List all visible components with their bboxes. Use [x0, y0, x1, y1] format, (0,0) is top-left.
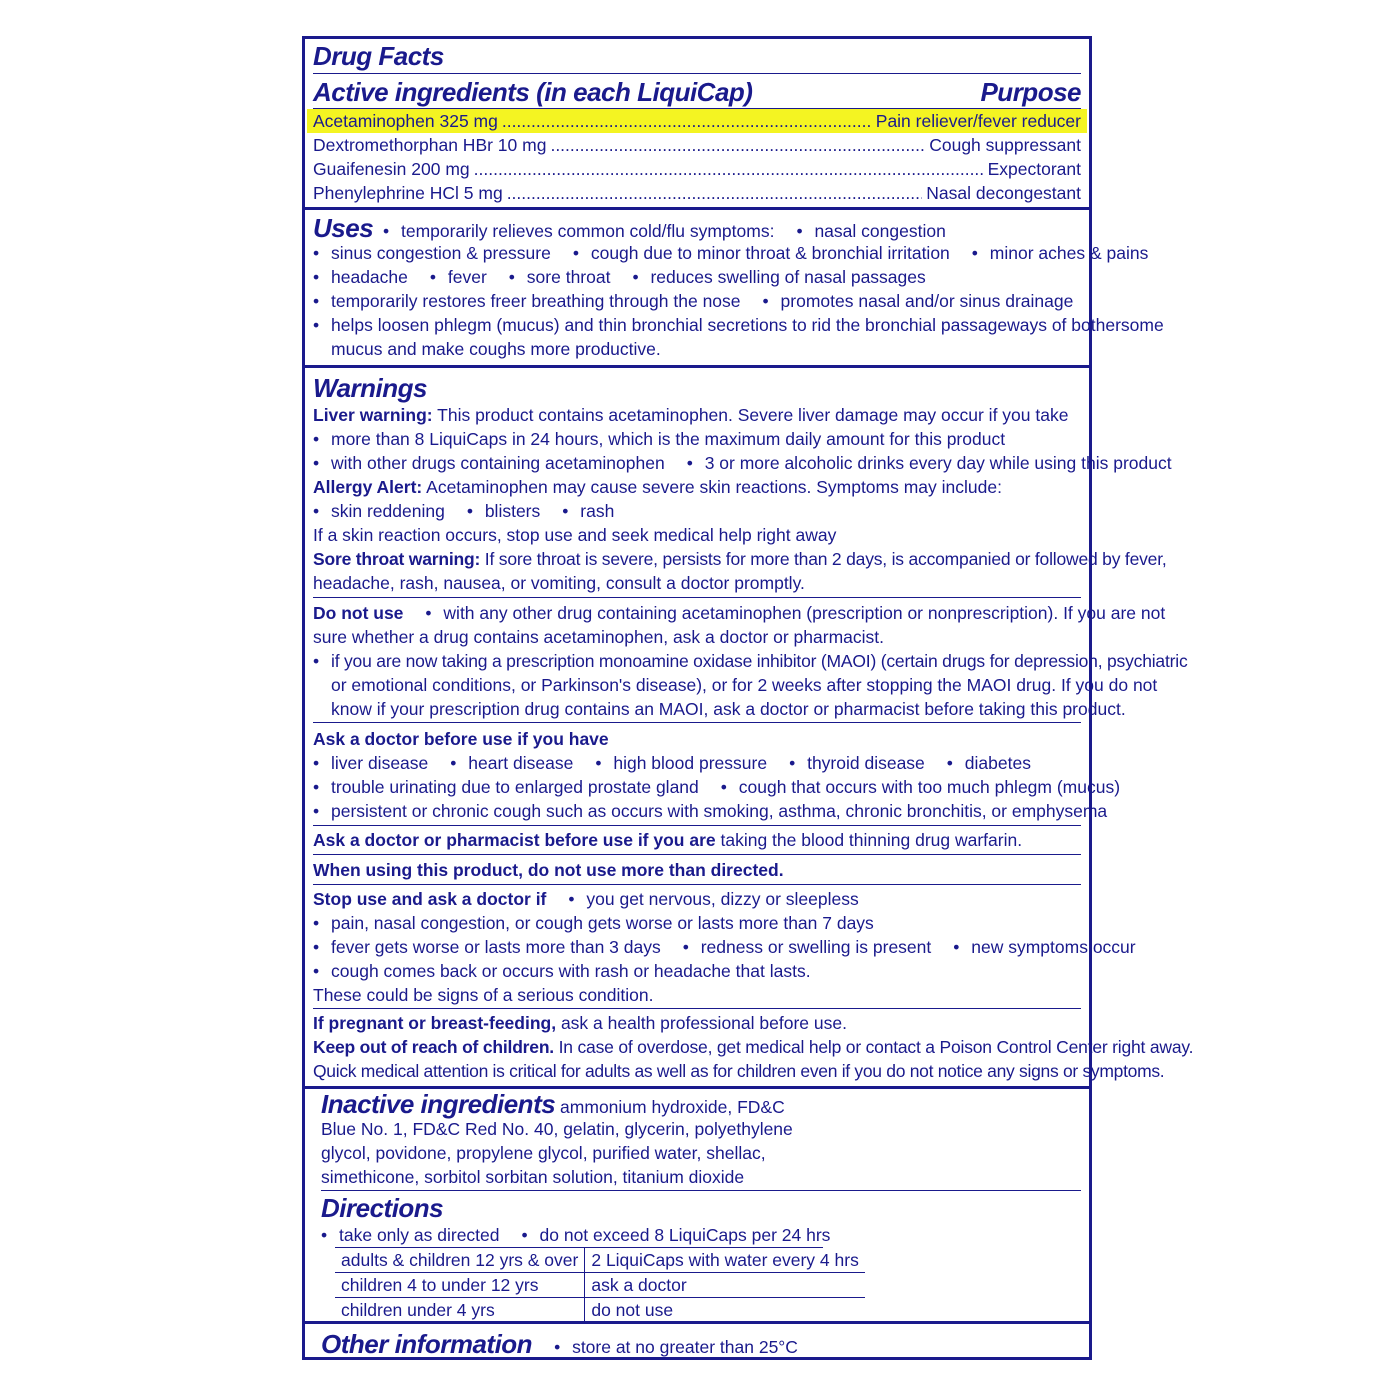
uses-item: nasal congestion	[814, 221, 946, 241]
divider	[313, 722, 1081, 723]
allergy-alert-label: Allergy Alert:	[313, 477, 423, 497]
uses-line-6: mucus and make coughs more productive.	[331, 339, 661, 359]
divider	[313, 884, 1081, 885]
bullet-text: fever gets worse or lasts more than 3 days	[331, 937, 661, 957]
keep-out-of-reach-2: Quick medical attention is critical for adults as well as for children even if you do not notice any signs or symptoms.	[313, 1061, 1165, 1081]
pregnant-text: ask a health professional before use.	[556, 1013, 847, 1033]
uses-item: headache	[331, 267, 408, 287]
stop-use-3: • fever gets worse or lasts more than 3 days • redness or swelling is present • new symptoms occur	[313, 937, 1136, 957]
divider	[313, 1008, 1081, 1009]
pregnant-label: If pregnant or breast-feeding,	[313, 1013, 557, 1033]
uses-item: helps loosen phlegm (mucus) and thin bronchial secretions to rid the bronchial passageways of bothersome	[331, 315, 1164, 335]
bullet-text: blisters	[484, 501, 541, 521]
ask-doctor-bullets-1: • liver disease • heart disease • high blood pressure • thyroid disease • diabetes	[313, 753, 1031, 773]
active-ingredients-header	[313, 77, 1081, 107]
directions-heading: Directions	[321, 1193, 444, 1223]
section-divider	[305, 365, 1089, 368]
do-not-use-label: Do not use	[313, 603, 404, 623]
leader-dots	[502, 109, 872, 133]
uses-item: sore throat	[526, 267, 611, 287]
bullet-text: do not exceed 8 LiquiCaps per 24 hrs	[539, 1225, 831, 1245]
leader-dots	[507, 181, 923, 205]
dose-cell: ask a doctor	[585, 1273, 865, 1298]
divider	[313, 73, 1081, 74]
directions-table	[335, 1248, 865, 1322]
when-using: When using this product, do not use more than directed.	[313, 860, 784, 880]
bullet-text: cough that occurs with too much phlegm (mucus)	[738, 777, 1121, 797]
uses-line-1: Uses • temporarily relieves common cold/flu symptoms: • nasal congestion	[313, 213, 946, 243]
uses-line-5: • helps loosen phlegm (mucus) and thin bronchial secretions to rid the bronchial passageways of bothersome	[313, 315, 1164, 335]
divider	[313, 825, 1081, 826]
directions-bullets: • take only as directed • do not exceed 8 LiquiCaps per 24 hrs	[321, 1225, 831, 1245]
liver-warning	[313, 403, 1081, 427]
inactive-line-1	[321, 1089, 1081, 1119]
stop-use-label: Stop use and ask a doctor if	[313, 889, 547, 909]
keep-out-text: In case of overdose, get medical help or contact a Poison Control Center right away.	[553, 1037, 1194, 1057]
stop-use-after: These could be signs of a serious condition.	[313, 985, 654, 1005]
ingredient-row-phenylephrine	[313, 181, 1081, 205]
sore-throat-warning-2: headache, rash, nausea, or vomiting, consult a doctor promptly.	[313, 573, 805, 593]
leader-dots	[474, 157, 984, 181]
dose-cell: 2 LiquiCaps with water every 4 hrs	[585, 1248, 865, 1273]
ask-doctor-bullets-3: • persistent or chronic cough such as occurs with smoking, asthma, chronic bronchitis, or emphysema	[313, 801, 1108, 821]
uses-item: temporarily relieves common cold/flu symptoms:	[401, 221, 775, 241]
ask-pharmacist	[313, 828, 1081, 852]
bullet-text: trouble urinating due to enlarged prostate gland	[331, 777, 699, 797]
uses-item: temporarily restores freer breathing through the nose	[331, 291, 741, 311]
other-info-heading: Other information	[321, 1329, 533, 1359]
inactive-text: ammonium hydroxide, FD&C	[555, 1097, 785, 1117]
age-cell: children under 4 yrs	[335, 1298, 585, 1323]
table-row	[335, 1298, 865, 1323]
allergy-alert-text: Acetaminophen may cause severe skin reactions. Symptoms may include:	[422, 477, 1002, 497]
inactive-line-3: glycol, povidone, propylene glycol, purified water, shellac,	[321, 1143, 766, 1163]
active-ingredients-heading: Active ingredients (in each LiquiCap)	[313, 77, 753, 107]
stop-use-1: Stop use and ask a doctor if • you get nervous, dizzy or sleepless	[313, 889, 859, 909]
ingredient-name: Phenylephrine HCl 5 mg	[313, 183, 503, 203]
ingredient-row-guaifenesin	[313, 157, 1081, 181]
uses-item: minor aches & pains	[989, 243, 1149, 263]
do-not-use-5: know if your prescription drug contains an MAOI, ask a doctor or pharmacist before taking this product.	[331, 699, 1126, 719]
stop-use-4: • cough comes back or occurs with rash or headache that lasts.	[313, 961, 811, 981]
keep-out-of-reach	[313, 1035, 1194, 1059]
uses-item: fever	[447, 267, 487, 287]
bullet-text: take only as directed	[339, 1225, 500, 1245]
bullet-text: rash	[580, 501, 615, 521]
bullet-text: skin reddening	[331, 501, 445, 521]
bullet-text: diabetes	[964, 753, 1031, 773]
uses-line-4: • temporarily restores freer breathing through the nose • promotes nasal and/or sinus drainage	[313, 291, 1074, 311]
bullet-text: with other drugs containing acetaminophen	[331, 453, 665, 473]
ingredient-name: Dextromethorphan HBr 10 mg	[313, 135, 547, 155]
ask-pharmacist-label: Ask a doctor or pharmacist before use if you are	[313, 830, 716, 850]
uses-heading: Uses	[313, 213, 374, 243]
ingredient-purpose: Expectorant	[987, 159, 1081, 179]
warnings-heading: Warnings	[313, 373, 427, 403]
inactive-heading: Inactive ingredients	[321, 1089, 556, 1119]
allergy-alert	[313, 475, 1081, 499]
ingredient-row-acetaminophen	[307, 109, 1087, 133]
ingredient-purpose: Nasal decongestant	[926, 183, 1081, 203]
uses-item: cough due to minor throat & bronchial irritation	[590, 243, 950, 263]
bullet-text: thyroid disease	[807, 753, 925, 773]
drug-facts-title: Drug Facts	[313, 41, 444, 71]
dose-cell: do not use	[591, 1300, 674, 1320]
do-not-use-4: or emotional conditions, or Parkinson's disease), or for 2 weeks after stopping the MAOI drug. If you do not	[331, 675, 1158, 695]
bullet-text: new symptoms occur	[971, 937, 1136, 957]
do-not-use-2: sure whether a drug contains acetaminophen, ask a doctor or pharmacist.	[313, 627, 885, 647]
purpose-heading: Purpose	[980, 77, 1081, 107]
bullet-text: persistent or chronic cough such as occurs with smoking, asthma, chronic bronchitis, or emphysema	[331, 801, 1108, 821]
bullet-text: if you are now taking a prescription monoamine oxidase inhibitor (MAOI) (certain drugs for depression, psychiatric	[331, 651, 1188, 671]
bullet-text: pain, nasal congestion, or cough gets worse or lasts more than 7 days	[331, 913, 874, 933]
section-divider	[305, 1321, 1089, 1324]
pregnant-warning	[313, 1011, 1081, 1035]
sore-throat-warning	[313, 547, 1167, 571]
ingredient-name: Guaifenesin 200 mg	[313, 159, 470, 179]
ask-pharmacist-text: taking the blood thinning drug warfarin.	[715, 830, 1023, 850]
keep-out-label: Keep out of reach of children.	[313, 1037, 554, 1057]
ask-doctor-bullets-2: • trouble urinating due to enlarged prostate gland • cough that occurs with too much phlegm (mucus)	[313, 777, 1121, 797]
bullet-text: heart disease	[468, 753, 574, 773]
allergy-after: If a skin reaction occurs, stop use and seek medical help right away	[313, 525, 837, 545]
divider	[313, 854, 1081, 855]
do-not-use-1: Do not use • with any other drug containing acetaminophen (prescription or nonprescription). If you are not	[313, 603, 1166, 623]
sore-throat-text: If sore throat is severe, persists for more than 2 days, is accompanied or followed by fever,	[480, 549, 1167, 569]
ingredient-name: Acetaminophen 325 mg	[313, 111, 498, 131]
bullet-text: liver disease	[331, 753, 429, 773]
ask-doctor-heading: Ask a doctor before use if you have	[313, 729, 609, 749]
other-info-item: store at no greater than 25°C	[572, 1337, 798, 1357]
section-divider	[305, 207, 1089, 210]
liver-bullet-1: • more than 8 LiquiCaps in 24 hours, which is the maximum daily amount for this product	[313, 429, 1006, 449]
inactive-line-2: Blue No. 1, FD&C Red No. 40, gelatin, glycerin, polyethylene	[321, 1119, 793, 1139]
age-cell: children 4 to under 12 yrs	[335, 1273, 585, 1298]
allergy-bullets: • skin reddening • blisters • rash	[313, 501, 615, 521]
table-row	[335, 1273, 865, 1298]
bullet-text: cough comes back or occurs with rash or headache that lasts.	[331, 961, 811, 981]
bullet-text: you get nervous, dizzy or sleepless	[586, 889, 859, 909]
liver-warning-label: Liver warning:	[313, 405, 433, 425]
do-not-use-3: • if you are now taking a prescription monoamine oxidase inhibitor (MAOI) (certain drugs for depression, psychiatric	[313, 651, 1188, 671]
uses-item: promotes nasal and/or sinus drainage	[780, 291, 1074, 311]
sore-throat-label: Sore throat warning:	[313, 549, 481, 569]
ingredient-purpose: Pain reliever/fever reducer	[875, 111, 1081, 131]
liver-bullet-2: • with other drugs containing acetaminophen • 3 or more alcoholic drinks every day while using this product	[313, 453, 1172, 473]
drug-facts-panel	[302, 36, 1194, 1360]
ingredient-row-dextromethorphan	[313, 133, 1081, 157]
divider	[321, 1190, 1081, 1191]
bullet-text: high blood pressure	[613, 753, 768, 773]
age-cell: adults & children 12 yrs & over	[335, 1248, 585, 1273]
uses-item: reduces swelling of nasal passages	[650, 267, 926, 287]
bullet-text: 3 or more alcoholic drinks every day while using this product	[704, 453, 1172, 473]
bullet-text: with any other drug containing acetaminophen (prescription or nonprescription). If you are not	[443, 603, 1166, 623]
stop-use-2: • pain, nasal congestion, or cough gets worse or lasts more than 7 days	[313, 913, 874, 933]
leader-dots	[550, 133, 925, 157]
other-info: Other information • store at no greater than 25°C	[321, 1329, 798, 1359]
table-row	[335, 1248, 865, 1273]
liver-warning-text: This product contains acetaminophen. Severe liver damage may occur if you take	[432, 405, 1069, 425]
divider	[313, 597, 1081, 598]
bullet-text: more than 8 LiquiCaps in 24 hours, which is the maximum daily amount for this product	[331, 429, 1006, 449]
bullet-text: redness or swelling is present	[700, 937, 932, 957]
uses-item: sinus congestion & pressure	[331, 243, 551, 263]
ingredient-purpose: Cough suppressant	[929, 135, 1081, 155]
uses-line-2: • sinus congestion & pressure • cough due to minor throat & bronchial irritation • minor aches & pains	[313, 243, 1149, 263]
uses-line-3: • headache • fever • sore throat • reduces swelling of nasal passages	[313, 267, 926, 287]
inactive-line-4: simethicone, sorbitol sorbitan solution, titanium dioxide	[321, 1167, 745, 1187]
